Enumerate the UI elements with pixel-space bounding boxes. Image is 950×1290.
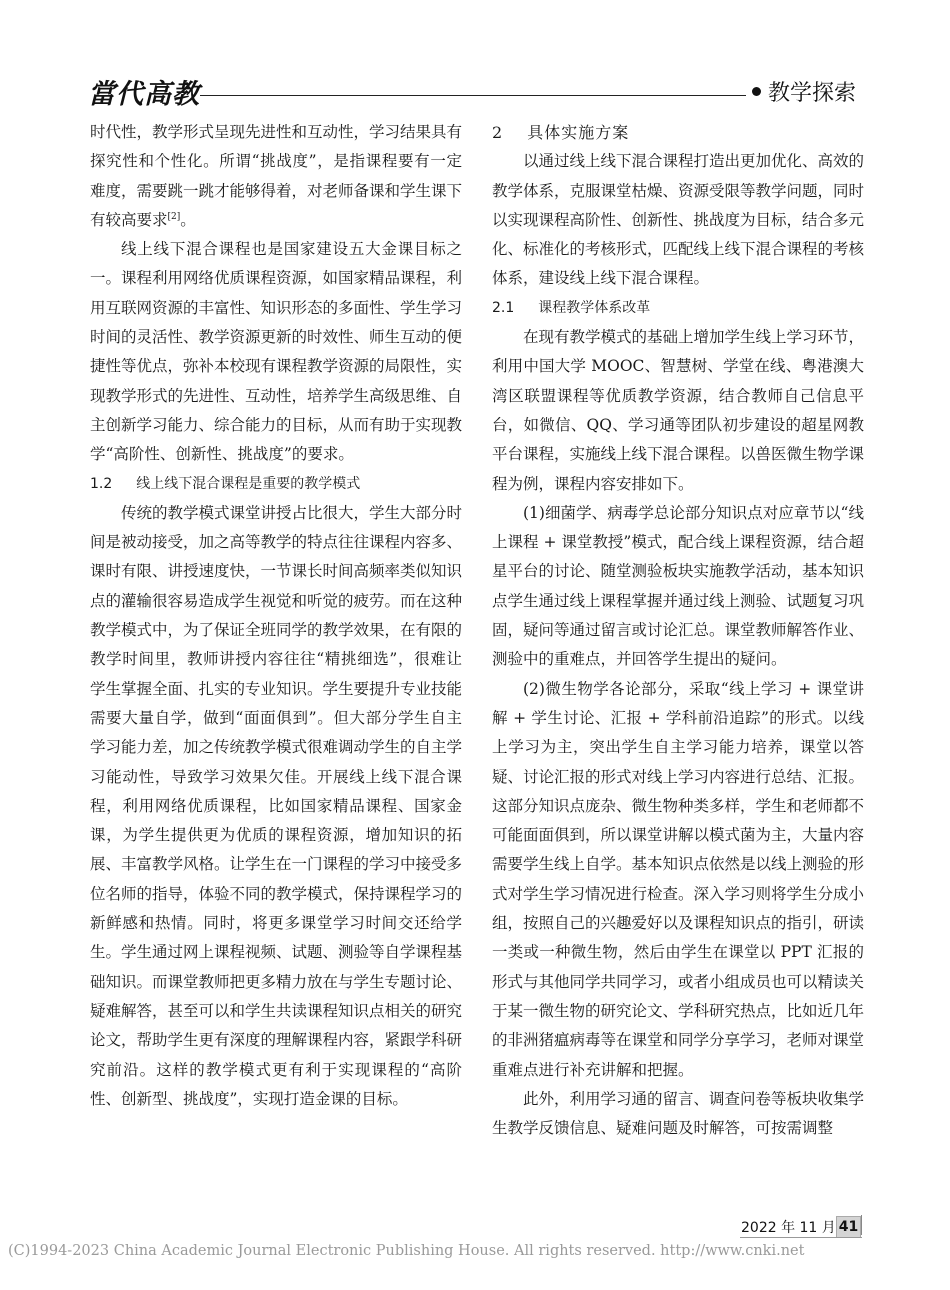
- paragraph-7: (2)微生物学各论部分，采取“线上学习 + 课堂讲解 + 学生讨论、汇报 + 学科前沿追踪”的形式。以线上学习为主，突出学生自主学习能力培养，课堂以答疑、讨论汇报的形式对线上学习内容进行总结、汇报。这部分知识点庞杂、微生物种类多样，学生和老师都不可能面面俱到，所以课堂讲解以模式菌为主，大量内容需要学生线上自学。基本知识点依然是以线上测验的形式对学生学习情况进行检查。深入学习则将学生分成小组，按照自己的兴趣爱好以及课程知识点的指引，研读一类或一种微生物，然后由学生在课堂以 PPT 汇报的形式与其他同学共同学习，或者小组成员也可以精读关于某一微生物的研究论文、学科研究热点，比如近几年的非洲猪瘟病毒等在课堂和同学分享学习，老师对课堂重难点进行补充讲解和把握。: [492, 679, 865, 1079]
- bullet-icon: [752, 87, 761, 96]
- footer-rule-horizontal: [740, 1237, 862, 1238]
- heading-2: 2 具体实施方案: [492, 123, 630, 142]
- paragraph-3: 传统的教学模式课堂讲授占比很大，学生大部分时间是被动接受，加之高等教学的特点往往课程内容多、课时有限、讲授速度快，一节课长时间高频率类似知识点的灌输很容易造成学生视觉和听觉的疲劳。而在这种教学模式中，为了保证全班同学的教学效果，在有限的教学时间里，教师讲授内容往往“精挑细选”，很难让学生掌握全面、扎实的专业知识。学生要提升专业技能需要大量自学，做到“面面俱到”。但大部分学生自主学习能力差，加之传统教学模式很难调动学生的自主学习能动性，导致学习效果欠佳。开展线上线下混合课程，利用网络优质课程，比如国家精品课程、国家金课，为学生提供更为优质的课程资源，增加知识的拓展、丰富教学风格。让学生在一门课程的学习中接受多位名师的指导，体验不同的教学模式，保持课程学习的新鲜感和热情。同时，将更多课堂学习时间交还给学生。学生通过网上课程视频、试题、测验等自学课程基础知识。而课堂教师把更多精力放在与学生专题讨论、疑难解答，甚至可以和学生共读课程知识点相关的研究论文，帮助学生更有深度的理解课程内容，紧跟学科研究前沿。这样的教学模式更有利于实现课程的“高阶性、创新型、挑战度”，实现打造金课的目标。: [90, 503, 463, 1108]
- header-rule: [200, 95, 746, 96]
- issue-date: 2022 年 11 月: [741, 1220, 836, 1236]
- paragraph-5: 在现有教学模式的基础上增加学生线上学习环节，利用中国大学 MOOC、智慧树、学堂在线、粤港澳大湾区联盟课程等优质教学资源，结合教师自己信息平台，如微信、QQ、学习通等团队初步建设的超星网教平台课程，实施线上线下混合课程。以兽医微生物学课程为例，课程内容安排如下。: [492, 328, 865, 493]
- copyright-notice: (C)1994-2023 China Academic Journal Electronic Publishing House. All rights reserved. http://www.cnki.net: [8, 1243, 805, 1259]
- section-title: 教学探索: [768, 81, 857, 106]
- paragraph-2: 线上线下混合课程也是国家建设五大金课目标之一。课程利用网络优质课程资源，如国家精品课程，利用互联网资源的丰富性、知识形态的多面性、学生学习时间的灵活性、教学资源更新的时效性、师生互动的便捷性等优点，弥补本校现有课程教学资源的局限性，实现教学形式的先进性、互动性，培养学生高级思维、自主创新学习能力、综合能力的目标，从而有助于实现教学“高阶性、创新性、挑战度”的要求。: [90, 240, 463, 464]
- footer-rule-vertical: [861, 1215, 862, 1235]
- heading-1-2: 1.2 线上线下混合课程是重要的教学模式: [90, 475, 361, 492]
- paragraph-4: 以通过线上线下混合课程打造出更加优化、高效的教学体系，克服课堂枯燥、资源受限等教学问题，同时以实现课程高阶性、创新性、挑战度为目标，结合多元化、标准化的考核形式，匹配线上线下混合课程的考核体系，建设线上线下混合课程。: [492, 152, 865, 288]
- journal-logo: 當代高教: [88, 79, 200, 110]
- paragraph-1: 时代性，教学形式呈现先进性和互动性，学习结果具有探究性和个性化。所谓“挑战度”，是指课程要有一定难度，需要跳一跳才能够得着，对老师备课和学生课下有较高要求[2]。: [90, 123, 463, 229]
- paragraph-6: (1)细菌学、病毒学总论部分知识点对应章节以“线上课程 + 课堂教授”模式，配合线上课程资源，结合超星平台的讨论、随堂测验板块实施教学活动，基本知识点学生通过线上课程掌握并通过线上测验、试题复习巩固，疑问等通过留言或讨论汇总。课堂教师解答作业、测验中的重难点，并回答学生提出的疑问。: [492, 503, 865, 669]
- right-column: [492, 118, 864, 1143]
- paragraph-8: 此外，利用学习通的留言、调查问卷等板块收集学生教学反馈信息、疑难问题及时解答，可按需调整: [492, 1089, 865, 1138]
- left-column: [90, 118, 462, 1114]
- heading-2-1: 2.1 课程教学体系改革: [492, 299, 651, 316]
- page-number: 41: [836, 1216, 861, 1238]
- citation-ref: [2]: [167, 211, 181, 222]
